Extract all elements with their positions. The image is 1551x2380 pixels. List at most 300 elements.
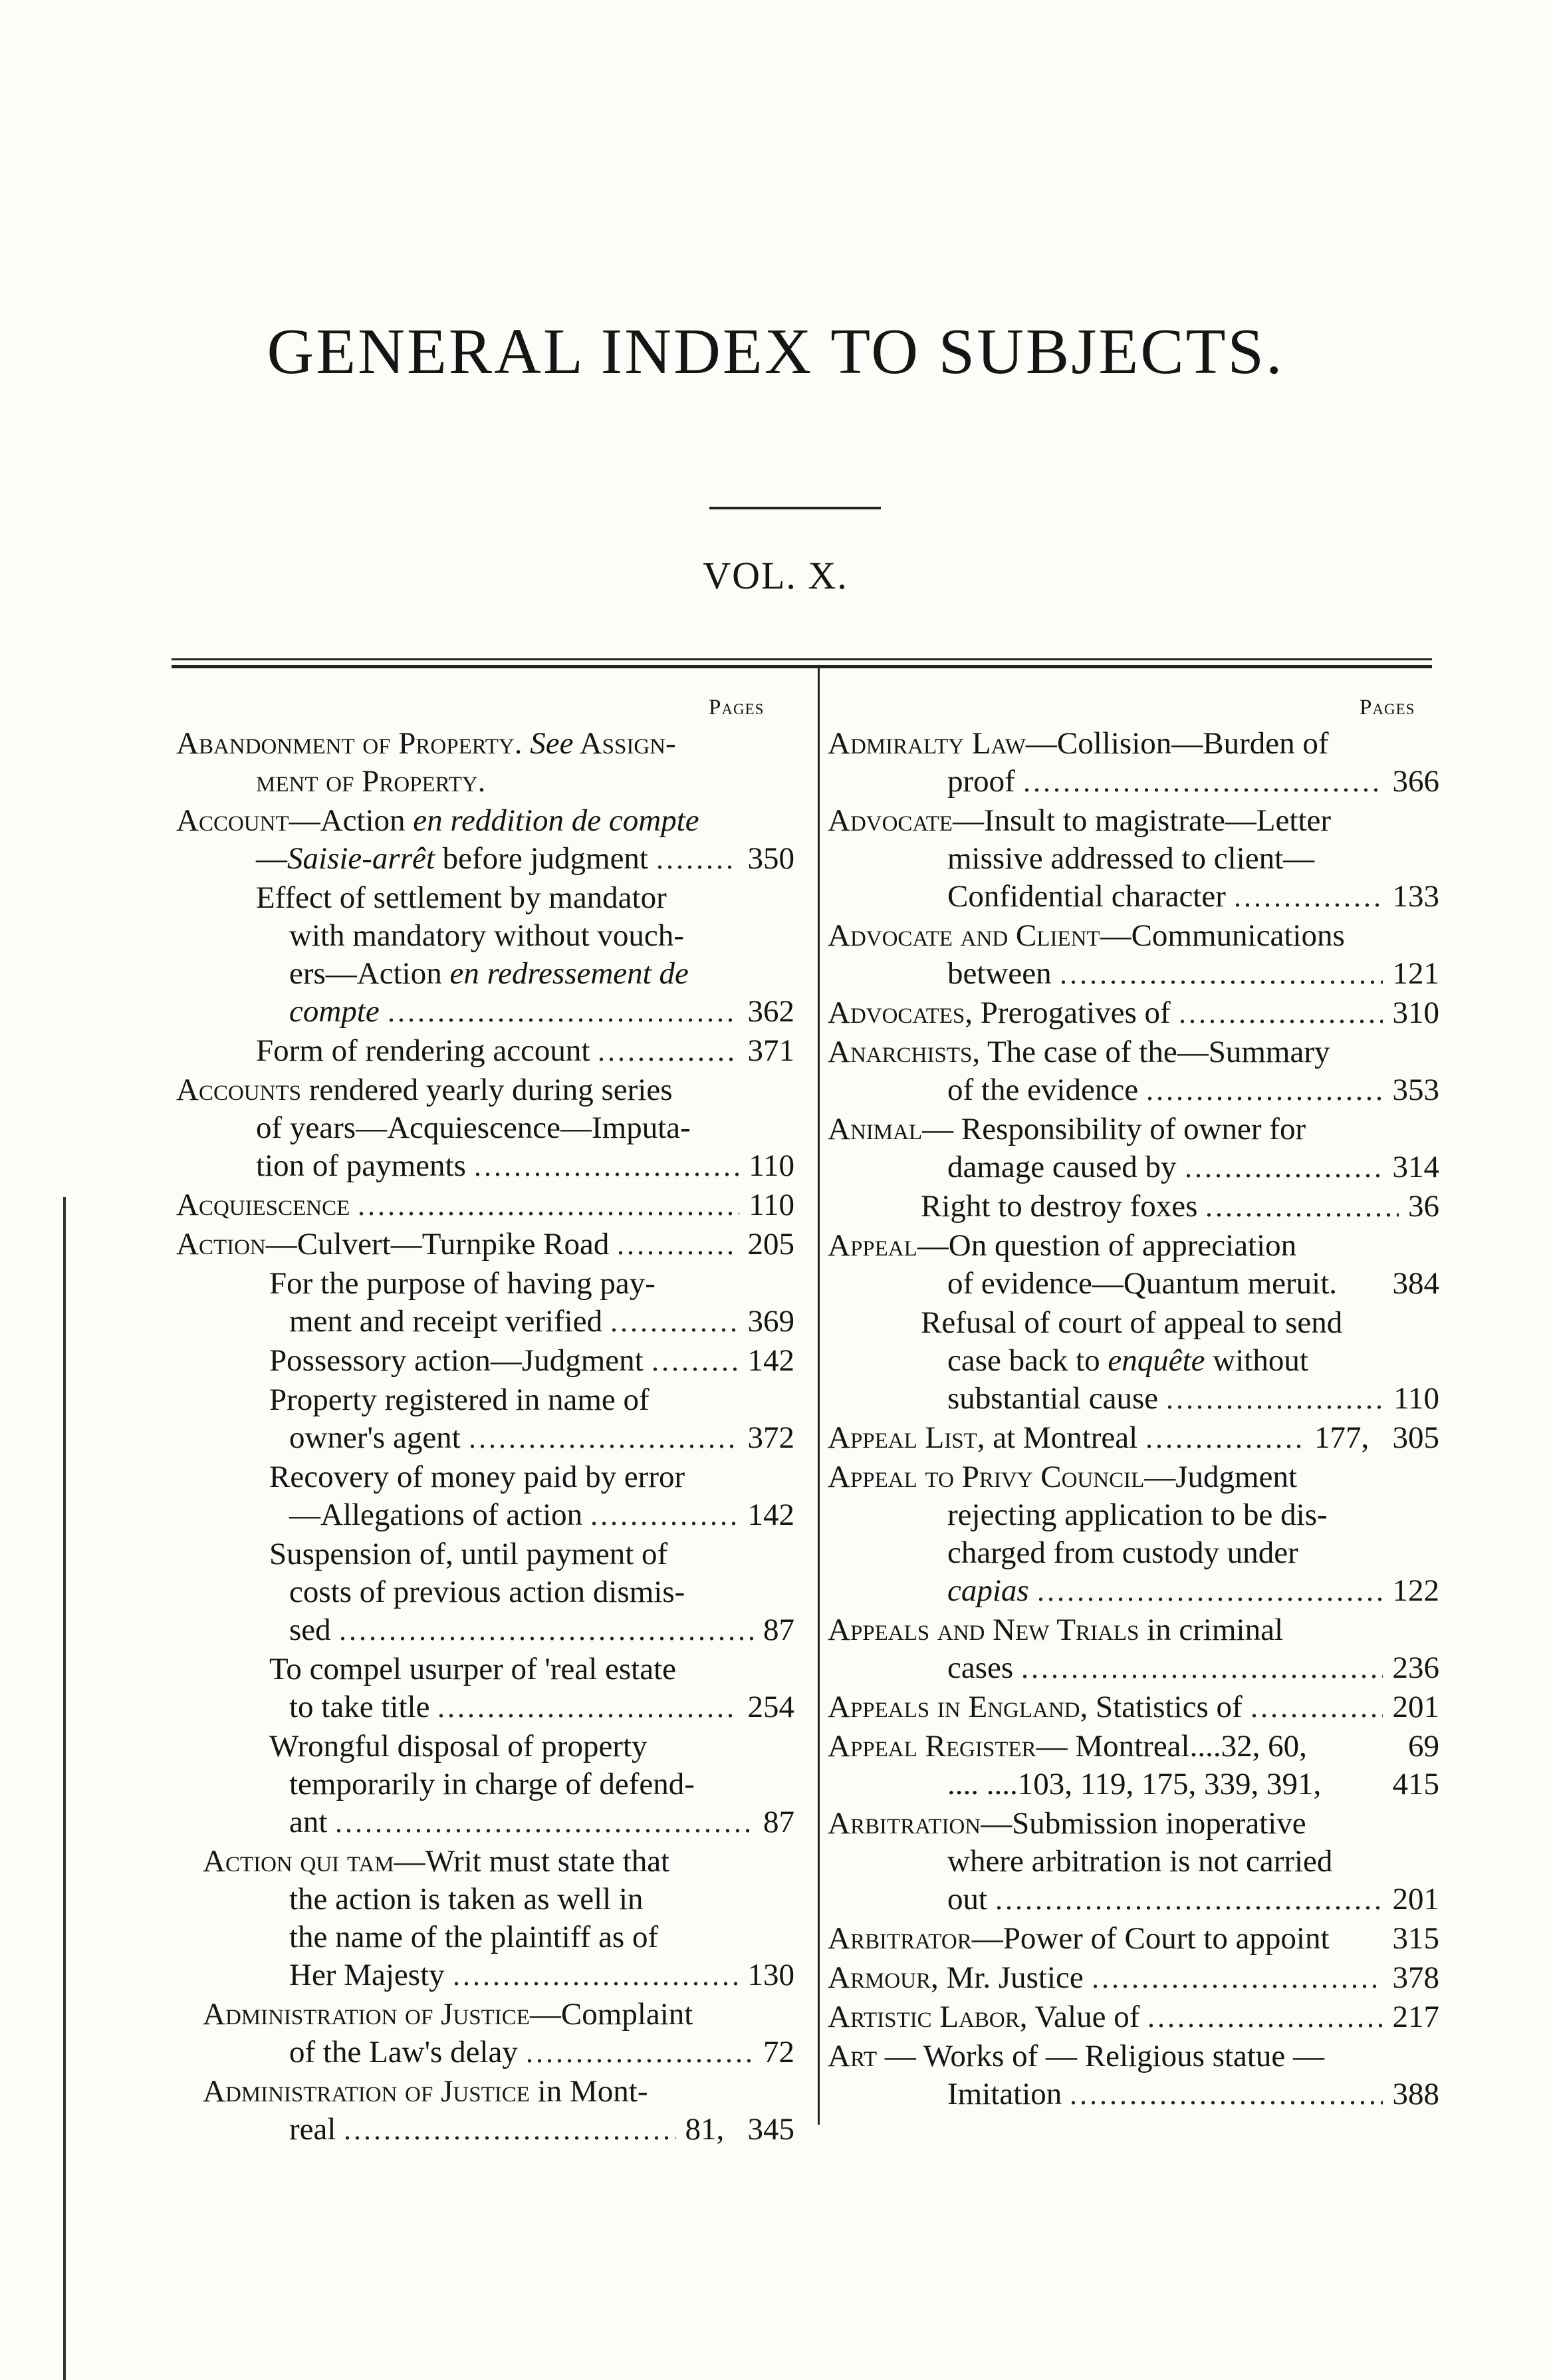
entry-text [947,1649,1013,1687]
dot-leader [616,1226,738,1263]
entry-run: —Action [289,803,414,838]
entry-line [176,1573,794,1611]
entry-run: with mandatory without vouch- [289,918,684,953]
entry-line [176,1109,794,1147]
heading-term: Animal [828,1112,923,1146]
entry-run: For the purpose of having pay- [269,1266,656,1301]
entry-line [828,1033,1439,1071]
heading-term: Appeals in England [828,1690,1080,1724]
heading-term: Administration of Justice [203,2074,530,2109]
entry-run: ant [289,1805,328,1839]
heading-term: Arbitrator [828,1921,972,1956]
page-number: 121 [1392,956,1439,991]
entry-run: Wrongful disposal of property [269,1729,648,1764]
entry-line [176,955,794,993]
entry-line [176,763,794,801]
page-number: 353 [1392,1073,1439,1107]
dot-leader [655,840,738,878]
entry-run: the action is taken as well in [289,1882,644,1917]
dot-leader [334,1803,754,1841]
entry-line [828,840,1439,878]
index-entry [828,1688,1439,1726]
entry-text [289,1303,602,1341]
entry-run: —Judgment [1144,1460,1298,1494]
entry-text [176,725,676,763]
entry-line [828,2075,1439,2113]
entry-run: —Culvert—Turnpike Road [265,1227,610,1261]
entry-line [828,917,1439,955]
index-entry [176,1843,794,1994]
page-number: 72 [763,2035,794,2069]
entry-text [828,1611,1283,1649]
entry-text [176,1226,609,1263]
entry-line [176,1728,794,1766]
dot-leader [451,1956,738,1994]
page-number: 201 [1392,1690,1439,1724]
dot-leader [436,1688,738,1726]
top-rule-thick [172,665,1432,668]
entry-text [176,1186,350,1224]
entry-line [176,1918,794,1956]
index-entry [176,1032,794,1070]
entry-run: to take title [289,1690,430,1724]
heading-term: Anarchists [828,1035,973,1069]
entry-line [828,802,1439,840]
heading-term: Admiralty Law [828,726,1026,761]
entry-text [289,1573,685,1611]
entry-text [947,878,1226,916]
entry-run: sed [289,1613,331,1647]
entry-line [176,1956,794,1994]
index-entry [828,725,1439,801]
index-entry [828,1920,1439,1958]
italic-term: Saisie-arrêt [287,841,435,876]
page-number: 362 [747,994,794,1029]
entry-line [176,1303,794,1341]
entry-line [176,1071,794,1109]
entry-run: Form of rendering account [256,1033,590,1068]
entry-run: — Works of — Religious statue — [877,2039,1325,2073]
page-number: 110 [749,1188,794,1222]
entry-line [176,840,794,878]
dot-leader [1165,1380,1384,1418]
dot-leader [1058,955,1383,993]
italic-term: en reddition de compte [413,803,699,838]
entry-line [828,1304,1439,1342]
volume-label: VOL. X. [703,554,848,597]
index-entry [828,2038,1439,2113]
entry-run: ers—Action [289,956,450,991]
entry-run: , Mr. Justice [930,1960,1084,1995]
page-number: 142 [747,1343,794,1378]
entry-line [176,1688,794,1726]
entry-text [256,840,648,878]
entry-line [176,1496,794,1534]
heading-term: ment of Property. [256,764,486,799]
entry-text [289,1956,445,1994]
dot-leader [1020,1649,1383,1687]
entry-run: —Writ must state that [394,1844,670,1879]
entry-text [947,763,1015,801]
entry-text [289,1688,429,1726]
dot-leader [1090,1959,1383,1997]
dot-leader [1183,1148,1383,1186]
entry-text [269,1651,676,1688]
entry-line [828,1188,1439,1226]
dot-leader [596,1032,738,1070]
entry-run: — Montreal....32, 60, [1036,1729,1307,1764]
index-entry [176,1996,794,2071]
entry-line [828,1111,1439,1148]
entry-run: Possessory action—Judgment [269,1343,644,1378]
page-number: 177, 305 [1314,1420,1439,1455]
entry-run: of the Law's delay [289,2035,518,2069]
entry-line [176,1843,794,1881]
heading-term: Artistic Labor [828,2000,1020,2034]
entry-text [289,1918,658,1956]
entry-run: in criminal [1139,1613,1284,1647]
entry-line [176,1381,794,1419]
entry-text [289,993,380,1031]
index-entry [828,1998,1439,2036]
index-entry [828,1728,1439,1803]
entry-text [289,1496,582,1534]
entry-run: Property registered in name of [269,1383,650,1417]
index-entry [176,1458,794,1534]
entry-line [828,1805,1439,1843]
index-entry [828,1458,1439,1610]
entry-line [176,1881,794,1918]
entry-line [828,1071,1439,1109]
entry-run: , Statistics of [1080,1690,1243,1724]
dot-leader [356,1186,739,1224]
heading-term: Acquiescence [176,1188,350,1222]
entry-run: charged from custody under [947,1535,1298,1570]
entry-run: real [289,2112,336,2147]
entry-run: owner's agent [289,1420,461,1455]
entry-line [176,1226,794,1263]
entry-text [828,1419,1137,1457]
dot-leader [1036,1572,1383,1610]
index-entry [176,1186,794,1224]
entry-line [828,2038,1439,2075]
italic-term: See [530,726,574,761]
entry-line [176,1535,794,1573]
page-number: 142 [747,1498,794,1532]
entry-text [947,1881,987,1918]
index-entry [176,725,794,801]
index-entry [176,802,794,878]
entry-text [203,1996,693,2034]
entry-text [256,879,667,917]
entry-text [269,1458,685,1496]
entry-text [176,1071,673,1109]
entry-run: Refusal of court of appeal to send [921,1305,1343,1340]
entry-line [828,1998,1439,2036]
entry-text [828,1458,1297,1496]
index-entry [176,1535,794,1649]
page-number: 87 [763,1805,794,1839]
page-number: 87 [763,1613,794,1647]
heading-term: Appeal List [828,1420,977,1455]
page-number: 217 [1392,2000,1439,2034]
entry-text [947,1342,1308,1380]
entry-text [203,1843,669,1881]
entry-line [828,1572,1439,1610]
entry-run: rejecting application to be dis- [947,1498,1328,1532]
entry-line [176,1766,794,1803]
entry-line [828,1534,1439,1572]
entry-line [176,993,794,1031]
index-entry [176,1728,794,1841]
entry-line [828,1148,1439,1186]
entry-run: — [256,841,287,876]
entry-run: damage caused by [947,1150,1177,1184]
entry-line [828,1649,1439,1687]
entry-line [828,1688,1439,1726]
entry-text [256,1147,466,1185]
entry-text [947,840,1314,878]
entry-line [176,2073,794,2111]
dot-leader [1145,1071,1383,1109]
page-number: 69 [1408,1729,1439,1764]
entry-line [828,878,1439,916]
entry-run: —Power of Court to appoint [971,1921,1330,1956]
italic-term: capias [947,1573,1029,1608]
index-entry [176,1381,794,1457]
page-number: 315 [1392,1921,1439,1956]
entry-run: Suspension of, until payment of [269,1537,668,1571]
entry-run: cases [947,1651,1014,1685]
top-rule [172,658,1432,660]
dot-leader [1249,1688,1383,1726]
dot-leader [609,1303,738,1341]
index-entry [176,879,794,1031]
entry-run: Recovery of money paid by error [269,1460,685,1494]
entry-text [947,1766,1321,1803]
entry-line [828,1959,1439,1997]
index-entry [176,1071,794,1185]
dot-leader [1022,763,1383,801]
entry-run: rendered yearly during series [300,1073,673,1107]
page-number: 122 [1392,1573,1439,1608]
index-entry [176,1265,794,1341]
entry-line [828,1419,1439,1457]
index-entry [828,1188,1439,1226]
entry-line [176,1458,794,1496]
index-entry [176,1651,794,1726]
page-number: 350 [747,841,794,876]
heading-term: Accounts [176,1073,301,1107]
entry-line [176,879,794,917]
dot-leader [650,1342,738,1380]
entry-text [289,1881,644,1918]
entry-run: before judgment [434,841,648,876]
entry-text [947,1496,1328,1534]
entry-run: —Complaint [529,1997,693,2032]
entry-line [176,1419,794,1457]
entry-run: without [1205,1343,1308,1378]
page-number: 388 [1392,2077,1439,2111]
dot-leader [1144,1419,1305,1457]
entry-text [269,1342,644,1380]
entry-line [828,1920,1439,1958]
heading-term: Appeal [828,1228,917,1263]
entry-run: —Collision—Burden of [1025,726,1329,761]
index-entry [828,1227,1439,1303]
heading-term: Abandonment of Property. [176,726,531,761]
dot-leader [525,2034,754,2071]
entry-text [828,1920,1330,1958]
entry-text [289,2034,518,2071]
entry-text [947,1071,1138,1109]
entry-run: , The case of the—Summary [972,1035,1330,1069]
entry-text [256,1032,590,1070]
heading-term: Arbitration [828,1806,981,1841]
index-entry [828,1033,1439,1109]
entry-line [828,725,1439,763]
entry-text [828,917,1345,955]
entry-text [828,1227,1296,1265]
entry-line [176,1611,794,1649]
italic-term: enquête [1108,1343,1205,1378]
entry-text [947,1843,1332,1881]
entry-text [828,802,1331,840]
entry-line [176,1996,794,2034]
entry-run: where arbitration is not carried [947,1844,1333,1879]
entry-run: in Mont- [529,2074,648,2109]
entry-run: costs of previous action dismis- [289,1575,685,1609]
entry-line [828,1766,1439,1803]
left-pages-heading [709,696,764,720]
entry-line [828,1458,1439,1496]
page-number: 81, 345 [685,2112,794,2147]
entry-text [176,802,699,840]
entry-text [203,2073,648,2111]
entry-line [176,1147,794,1185]
page-title: GENERAL INDEX TO SUBJECTS. [267,316,1284,388]
entry-text [289,917,684,955]
italic-term: en redressement de [449,956,689,991]
entry-run: — Responsibility of owner for [922,1112,1306,1146]
entry-line [828,1881,1439,1918]
entry-line [176,1186,794,1224]
entry-text [256,763,485,801]
entry-run: —Communications [1100,918,1345,953]
page-number: 384 [1392,1266,1439,1301]
entry-run: Confidential character [947,879,1226,914]
entry-line [828,763,1439,801]
dot-leader [1204,1188,1399,1226]
entry-text [289,1611,331,1649]
entry-run: , at Montreal [977,1420,1138,1455]
entry-text [269,1728,648,1766]
pages-heading-text: Pages [1360,696,1415,720]
heading-term: Advocate and Client [828,918,1100,953]
page-number: 110 [1393,1381,1439,1416]
entry-text [289,2111,336,2149]
dot-leader [386,993,738,1031]
pages-heading-text: Pages [709,696,765,720]
entry-run: —On question of appreciation [917,1228,1297,1263]
entry-line [176,725,794,763]
page-number: 310 [1392,995,1439,1030]
entry-run: Right to destroy foxes [921,1189,1198,1224]
heading-term: Administration of Justice [203,1997,530,2032]
dot-leader [1233,878,1383,916]
entry-text [828,1111,1306,1148]
entry-run: proof [947,764,1015,799]
entry-run: .... ....103, 119, 175, 339, 391, [947,1767,1322,1801]
entry-run: the name of the plaintiff as of [289,1920,659,1954]
entry-text [828,1728,1307,1766]
entry-line [828,955,1439,993]
index-entry [176,1342,794,1380]
entry-line [176,917,794,955]
heading-term: Appeal to Privy Council [828,1460,1145,1494]
entry-text [921,1188,1197,1226]
entry-line [828,1728,1439,1766]
page-number: 201 [1392,1882,1439,1917]
page-number: 36 [1408,1189,1439,1224]
title-divider [709,507,881,509]
entry-run: missive addressed to client— [947,841,1315,876]
entry-text [269,1381,650,1419]
page-number: 130 [747,1958,794,1992]
page-edge-mark [63,1197,66,2380]
entry-line [828,1342,1439,1380]
index-entry [828,1805,1439,1918]
heading-term: Action qui tam [203,1844,394,1879]
page-number: 371 [747,1033,794,1068]
entry-run: of evidence—Quantum meruit. [947,1266,1338,1301]
dot-leader [589,1496,738,1534]
heading-term: Appeals and New Trials [828,1613,1139,1647]
entry-text [828,1033,1330,1071]
entry-text [947,1380,1158,1418]
page-number: 314 [1392,1150,1439,1184]
index-entry [828,1304,1439,1418]
entry-run: —Submission inoperative [981,1806,1306,1841]
entry-text [289,1803,327,1841]
heading-term: Action [176,1227,266,1261]
dot-leader [1068,2075,1383,2113]
entry-text [947,2075,1062,2113]
entry-run: Effect of settlement by mandator [256,880,667,915]
entry-line [828,1380,1439,1418]
entry-text [828,1688,1243,1726]
page-number: 254 [747,1690,794,1724]
index-entry [828,917,1439,993]
page-number: 133 [1392,879,1439,914]
entry-run: —Insult to magistrate—Letter [952,803,1332,838]
page-number: 372 [747,1420,794,1455]
entry-line [176,1651,794,1688]
entry-run: To compel usurper of 'real estate [269,1652,677,1686]
dot-leader [1177,994,1383,1032]
dot-leader [994,1881,1383,1918]
entry-text [947,955,1052,993]
entry-run: Imitation [947,2077,1062,2111]
heading-term: Art [828,2039,878,2073]
entry-line [828,1227,1439,1265]
entry-text [921,1304,1342,1342]
dot-leader [467,1419,738,1457]
entry-line [176,802,794,840]
italic-term: compte [289,994,380,1029]
entry-line [828,1843,1439,1881]
entry-text [947,1265,1337,1303]
